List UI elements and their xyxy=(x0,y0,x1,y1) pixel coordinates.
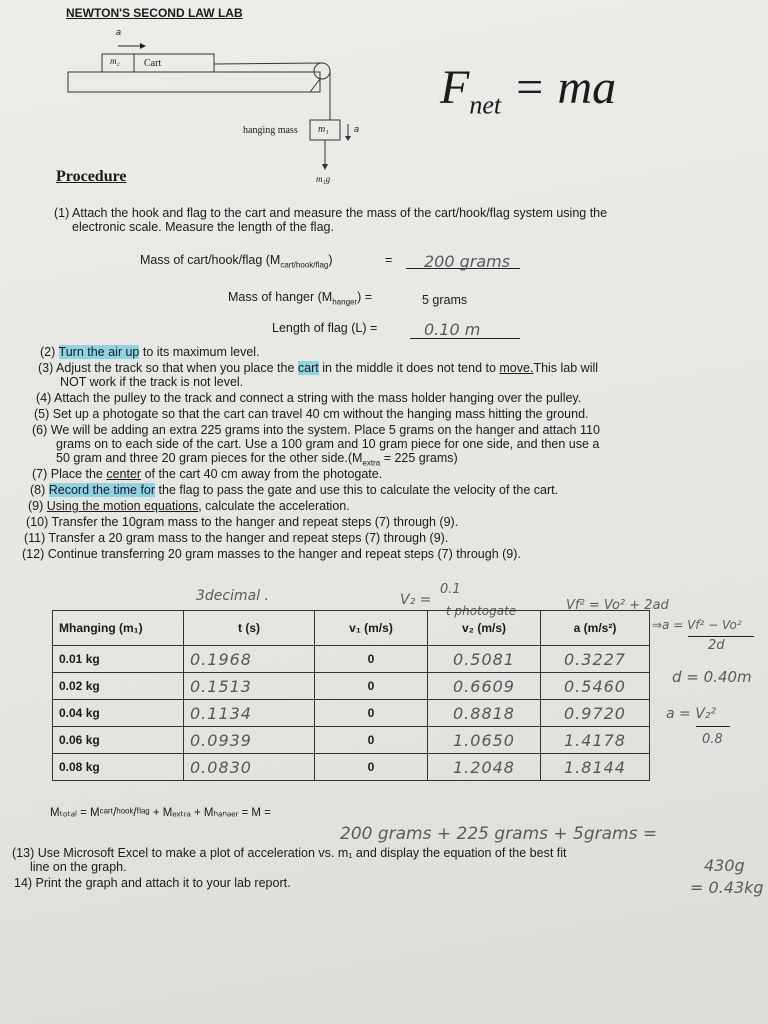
cell-mass: 0.04 kg xyxy=(53,700,184,727)
lab-title: NEWTON'S SECOND LAW LAB xyxy=(66,6,243,20)
step-3-line1: (3) Adjust the track so that when you place the cart in the middle it does not tend to move.This lab will xyxy=(38,361,599,375)
weight-label: m₁g xyxy=(316,174,331,184)
hanger-mass-row: Mass of hanger $(M_{hanger})$ = xyxy=(228,290,373,307)
cart-mass-row: Mass of cart/hook/flag $(M_{cart/hook/flag})$ xyxy=(140,253,333,270)
flag-length-value: 0.10 m xyxy=(424,320,481,339)
cell-v2: 0.5081 xyxy=(428,646,541,673)
cell-time: 0.1968 xyxy=(184,646,315,673)
flag-length-row: Length of flag (L) = xyxy=(272,321,378,335)
note-v2-den: t photogate xyxy=(446,604,517,618)
cell-mass: 0.06 kg xyxy=(53,727,184,754)
note-kinematic: Vf² = Vo² + 2ad xyxy=(566,598,669,613)
note-v2-lhs: V₂ = xyxy=(400,592,432,608)
hanging-mass-label: hanging mass xyxy=(243,125,298,136)
note-v2-num: 0.1 xyxy=(440,582,461,597)
note-a-formula: ⇒a = Vf² − Vo² xyxy=(652,618,742,632)
col-header: t (s) xyxy=(184,611,315,646)
step-4: (4) Attach the pulley to the track and connect a string with the mass holder hanging over the pulley. xyxy=(36,391,582,405)
cell-time: 0.0939 xyxy=(184,727,315,754)
total-mass-formula: Mₜₒₜₐₗ = Mᶜᵃʳᵗ/ʰᵒᵒᵏ/ᶠˡᵃᵍ + Mₑₓₜᵣₐ + Mₕₐₙₔₑᵣ = M = xyxy=(50,807,271,819)
col-header: Mhanging (m₁) xyxy=(53,611,184,646)
col-header: v₁ (m/s) xyxy=(315,611,428,646)
cell-v2: 0.6609 xyxy=(428,673,541,700)
step-5: (5) Set up a photogate so that the cart can travel 40 cm without the hanging mass hitting the ground. xyxy=(34,407,589,421)
step-6-line3: 50 gram and three 20 gram pieces for the other $side.(M_{extra} = 225$ grams) xyxy=(56,451,458,468)
step-1-line2: electronic scale. Measure the length of the flag. xyxy=(72,220,334,234)
step-11: (11) Transfer a 20 gram mass to the hanger and repeat steps (7) through (9). xyxy=(24,531,449,545)
procedure-heading: Procedure xyxy=(56,168,127,185)
table-header-row xyxy=(53,611,650,646)
cell-v1: 0 xyxy=(315,673,428,700)
newton-formula: $F_{net}$ = ma xyxy=(440,61,617,120)
step-12: (12) Continue transferring 20 gram masses to the hanger and repeat steps (7) through (9). xyxy=(22,547,521,561)
total-mass-kg: = 0.43kg xyxy=(690,878,764,897)
step-2: (2) Turn the air up to its maximum level. xyxy=(40,345,260,359)
cell-time: 0.1134 xyxy=(184,700,315,727)
cell-v1: 0 xyxy=(315,754,428,781)
cell-v2: 0.8818 xyxy=(428,700,541,727)
cell-v2: 1.2048 xyxy=(428,754,541,781)
data-table xyxy=(52,610,650,781)
cart-pulley-diagram xyxy=(60,24,380,184)
note-d-value: d = 0.40m xyxy=(672,668,752,686)
cell-v2: 1.0650 xyxy=(428,727,541,754)
step-1-line1: (1) Attach the hook and flag to the cart and measure the mass of the cart/hook/flag system using the xyxy=(54,206,608,220)
col-header: a (m/s²) xyxy=(541,611,650,646)
cell-accel: 0.3227 xyxy=(541,646,650,673)
cell-time: 0.0830 xyxy=(184,754,315,781)
step-9: (9) Using the motion equations, calculate the acceleration. xyxy=(28,499,350,513)
hanger-mass-value: 5 grams xyxy=(422,293,468,307)
table-row xyxy=(53,754,650,781)
note-a-den: 2d xyxy=(708,638,725,653)
table-row xyxy=(53,700,650,727)
accel-arrow-label: a xyxy=(116,27,122,37)
step-13-line2: line on the graph. xyxy=(30,860,127,874)
cell-v1: 0 xyxy=(315,700,428,727)
cart-mass-value: 200 grams xyxy=(424,252,511,271)
note-a-simple-den: 0.8 xyxy=(702,732,723,747)
step-6-line2: grams on to each side of the cart. Use a 100 gram and 10 gram piece for one side, and then use a xyxy=(56,437,600,451)
step-13-line1: (13) Use Microsoft Excel to make a plot of acceleration vs. m₁ and display the equation of the best fit xyxy=(12,846,567,860)
cart-label: Cart xyxy=(144,58,162,69)
table-row xyxy=(53,673,650,700)
cell-accel: 0.5460 xyxy=(541,673,650,700)
cell-v1: 0 xyxy=(315,727,428,754)
hanging-mass-symbol: m₁ xyxy=(318,124,329,135)
cart-mass-equals: = xyxy=(385,253,393,267)
note-decimal: 3decimal . xyxy=(196,588,270,604)
cell-mass: 0.01 kg xyxy=(53,646,184,673)
step-14: 14) Print the graph and attach it to your lab report. xyxy=(14,876,291,890)
step-8: (8) Record the time for the flag to pass the gate and use this to calculate the velocity of the cart. xyxy=(30,483,559,497)
cell-mass: 0.08 kg xyxy=(53,754,184,781)
cell-accel: 1.8144 xyxy=(541,754,650,781)
step-10: (10) Transfer the 10gram mass to the hanger and repeat steps (7) through (9). xyxy=(26,515,459,529)
step-7: (7) Place the center of the cart 40 cm away from the photogate. xyxy=(32,467,383,481)
cart-mass-label: m₂ xyxy=(110,56,120,66)
cell-mass: 0.02 kg xyxy=(53,673,184,700)
total-mass-handwritten: 200 grams + 225 grams + 5grams = xyxy=(340,824,658,844)
table-row xyxy=(53,727,650,754)
step-6-line1: (6) We will be adding an extra 225 grams into the system. Place 5 grams on the hanger and attach 110 xyxy=(32,423,600,437)
cell-time: 0.1513 xyxy=(184,673,315,700)
cell-accel: 0.9720 xyxy=(541,700,650,727)
table-row xyxy=(53,646,650,673)
col-header: v₂ (m/s) xyxy=(428,611,541,646)
total-mass-grams: 430g xyxy=(704,856,745,875)
note-a-simple: a = V₂² xyxy=(666,706,717,722)
hanging-accel-label: a xyxy=(354,124,360,134)
cell-v1: 0 xyxy=(315,646,428,673)
cell-accel: 1.4178 xyxy=(541,727,650,754)
step-3-line2: NOT work if the track is not level. xyxy=(60,375,244,389)
